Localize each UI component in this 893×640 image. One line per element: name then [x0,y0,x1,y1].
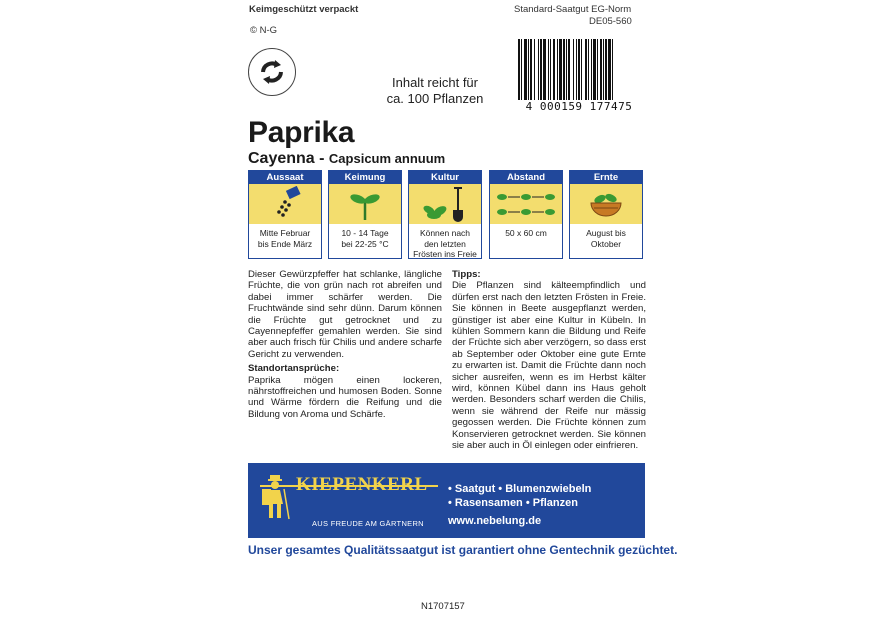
guarantee-text: Unser gesamtes Qualitätssaatgut ist garantiert ohne Gentechnik gezüchtet. [248,543,678,557]
barcode-bar [557,39,558,100]
kiepenkerl-figure-icon [260,475,292,526]
card-heading: Keimung [329,171,401,184]
barcode-number: 4 000159 177475 [525,100,633,113]
card-line-1: 50 x 60 cm [505,228,547,238]
card-line-1: 10 - 14 Tage [341,228,389,238]
content-line-1: Inhalt reicht für [392,75,478,90]
article-code: DE05-560 [589,16,632,27]
barcode-bar [543,39,546,100]
barcode [512,39,646,115]
barcode-bar [576,39,577,100]
brand-url: www.nebelung.de [448,515,542,527]
barcode-bar [521,39,522,100]
description-intro: Dieser Gewürzpfeffer hat schlanke, längliche Früchte, die von grün nach rot abreifen und dabei immer schärfer werden. Die Fruchtwände sind sehr dünn. Darum können die Früchte gut getrocknet und zu Cayennepfeffer gemahlen werden. Sie sind aber auch frisch für Chilis und andere scharfe Gericht zu verwenden. [248,269,442,360]
card-heading: Abstand [490,171,562,184]
barcode-bar [593,39,596,100]
card-abstand [489,170,563,259]
barcode-bar [550,39,551,100]
content-line-2: ca. 100 Pflanzen [386,91,484,106]
barcode-bar [597,39,598,100]
card-line-2: Oktober [590,238,622,249]
barcode-bar [578,39,580,100]
card-line-1: Können nach [419,228,471,238]
brand-line-1: • Saatgut • Blumenzwiebeln [448,483,592,495]
content-info [375,75,495,107]
barcode-bar [605,39,607,100]
barcode-bar [518,39,520,100]
barcode-bar [568,39,570,100]
product-subtitle [248,150,445,168]
card-line-2: bei 22-25 °C [341,238,389,249]
barcode-bar [559,39,562,100]
brand-name: KIEPENKERL [296,474,428,495]
seed-sowing-icon [249,184,321,224]
card-ernte [569,170,643,259]
card-line-1: Mitte Februar [259,228,311,238]
barcode-bar [600,39,602,100]
barcode-bar [553,39,555,100]
barcode-bar [612,39,613,100]
card-line-1: August bis [586,228,626,238]
card-aussaat [248,170,322,259]
standard-label: Standard-Saatgut EG-Norm [514,4,632,15]
barcode-bar [540,39,542,100]
card-line-2: bis Ende März [257,238,313,249]
protected-label: Keimgeschützt verpackt [249,4,359,15]
barcode-bar [563,39,565,100]
card-line-2: den letzten [424,238,466,249]
tips-column [452,269,646,452]
barcode-bar [524,39,527,100]
barcode-icon [518,39,644,100]
card-line-3: Frösten ins Freie [413,249,477,259]
barcode-bar [530,39,532,100]
article-number: N1707157 [421,601,465,612]
barcode-bar [534,39,535,100]
card-keimung [328,170,402,259]
harvest-bowl-icon [570,184,642,224]
spacing-plants-icon [490,184,562,224]
card-kultur [408,170,482,259]
spade-plant-icon [409,184,481,224]
barcode-bar [538,39,539,100]
card-heading: Kultur [409,171,481,184]
product-latin: Capsicum annuum [328,151,446,166]
brand-line-2: • Rasensamen • Pflanzen [448,497,578,509]
card-heading: Aussaat [249,171,321,184]
site-heading: Standortansprüche: [248,363,340,375]
barcode-bar [608,39,611,100]
barcode-bar [566,39,567,100]
barcode-bar [581,39,582,100]
product-title: Paprika [248,116,355,149]
barcode-bar [528,39,529,100]
barcode-bar [603,39,604,100]
tips-heading: Tipps: [452,269,481,280]
green-dot-icon [248,48,296,96]
green-dot-logo [248,48,296,96]
copyright-label: © N-G [250,25,278,36]
brand-banner [248,463,645,538]
tips-text: Die Pflanzen sind kälteempfindlich und dürfen erst nach den letzten Frösten in Freie. Sie können in Beete ausgepflanzt werden, günstiger ist aber eine Kultur in Kübeln. In kühlen Sommern kann die Bildung und Reife der Früchte sich aber verzögern, so dass erst ab September oder Oktober eine gute Ernte zu erwarten ist. Damit die Früchte dann noch sicher ausreifen, wenn es im Herbst kälter wird, können Kübel dann ins Haus geholt werden. Besonders scharf werden die Chilis, wenn sie während der Reife nur mässig gegossen werden. Die Früchte können zum Konservieren getrocknet werden. Sie können sie aber auch in Öl einlegen oder einfrieren. [452,280,646,452]
description-column [248,269,442,420]
barcode-bar [588,39,589,100]
brand-tagline: AUS FREUDE AM GÄRTNERN [312,519,424,528]
barcode-bar [548,39,549,100]
barcode-bar [585,39,587,100]
barcode-bar [573,39,574,100]
site-text: Paprika mögen einen lockeren, nährstoffreichen und humosen Boden. Sonne und Wärme fördern die Reifung und die Bildung von Aroma und Schärfe. [248,374,442,420]
card-heading: Ernte [570,171,642,184]
product-variety: Cayenna - [248,150,325,167]
seedling-icon [329,184,401,224]
barcode-bar [591,39,592,100]
